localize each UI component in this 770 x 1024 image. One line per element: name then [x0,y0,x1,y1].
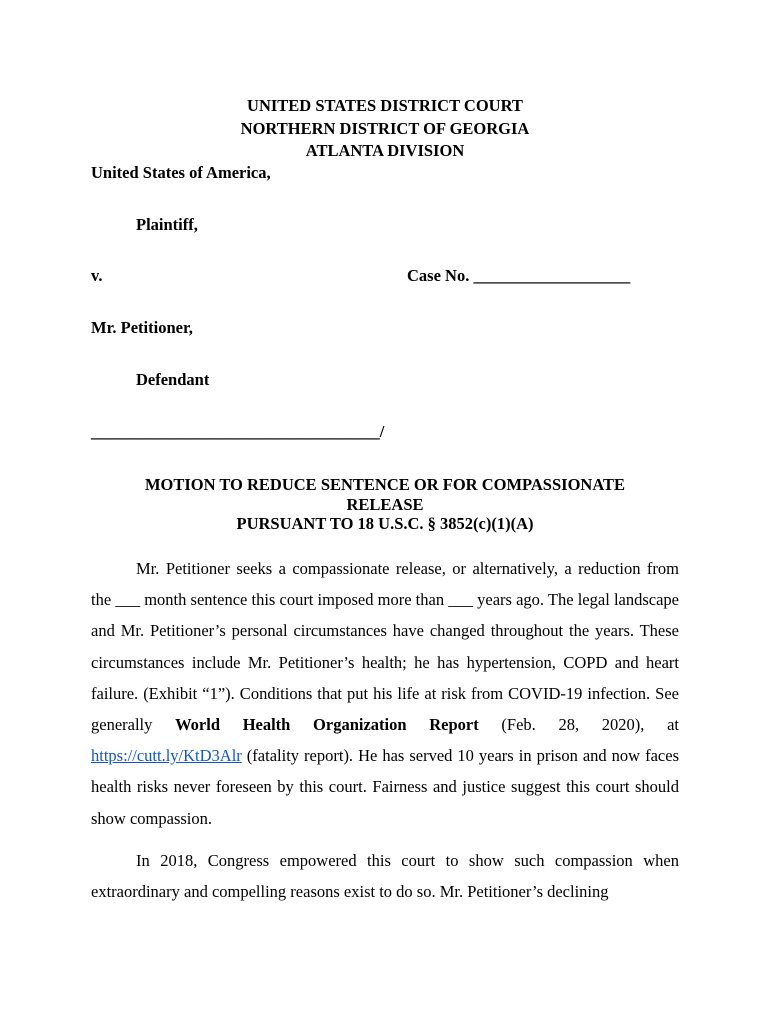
paragraph-1-text-a: Mr. Petitioner seeks a compassionate release, or alternatively, a reduction from the ___ month sentence this court imposed more than ___ years ago. The legal landscape and Mr. Petitioner’s personal circumstances have changed throughout the years. These circumstances include Mr. Petitioner’s health; he has hypertension, COPD and heart failure. (Exhibit “1”). Conditions that put his life at risk from COVID-19 infection. See generally [91,559,679,735]
motion-title-line-1: MOTION TO REDUCE SENTENCE OR FOR COMPASSIONATE [144,475,626,494]
caption-separator: ___________________________________/ [91,422,385,441]
motion-title-line-2: RELEASE [346,494,424,514]
court-name: UNITED STATES DISTRICT COURT [247,96,523,115]
defendant-name: Mr. Petitioner, [91,318,193,337]
paragraph-1-text-b: (Feb. 28, 2020), at [478,715,679,735]
plaintiff-name: United States of America, [91,163,271,182]
defendant-label: Defendant [136,370,210,389]
court-header [0,95,770,163]
case-number-field: Case No. ___________________ [407,266,631,285]
versus-label: v. [91,266,103,285]
report-link[interactable]: https://cutt.ly/KtD3Alr [91,746,242,766]
report-citation: World Health Organization Report [175,715,479,735]
motion-title [0,475,770,534]
body-paragraph-1 [91,553,679,834]
court-district: NORTHERN DISTRICT OF GEORGIA [240,118,530,138]
paragraph-1-text-c: (fatality report). He has served 10 years in prison and now faces health risks never foreseen by this court. Fairness and justice suggest this court should show compassion. [91,746,679,828]
body-paragraph-2: In 2018, Congress empowered this court to show such compassion when extraordinary and compelling reasons exist to do so. Mr. Petitioner’s declining [91,851,679,902]
plaintiff-label: Plaintiff, [136,215,198,234]
court-division: ATLANTA DIVISION [305,141,465,160]
motion-title-line-3: PURSUANT TO 18 U.S.C. § 3852(c)(1)(A) [236,514,534,533]
